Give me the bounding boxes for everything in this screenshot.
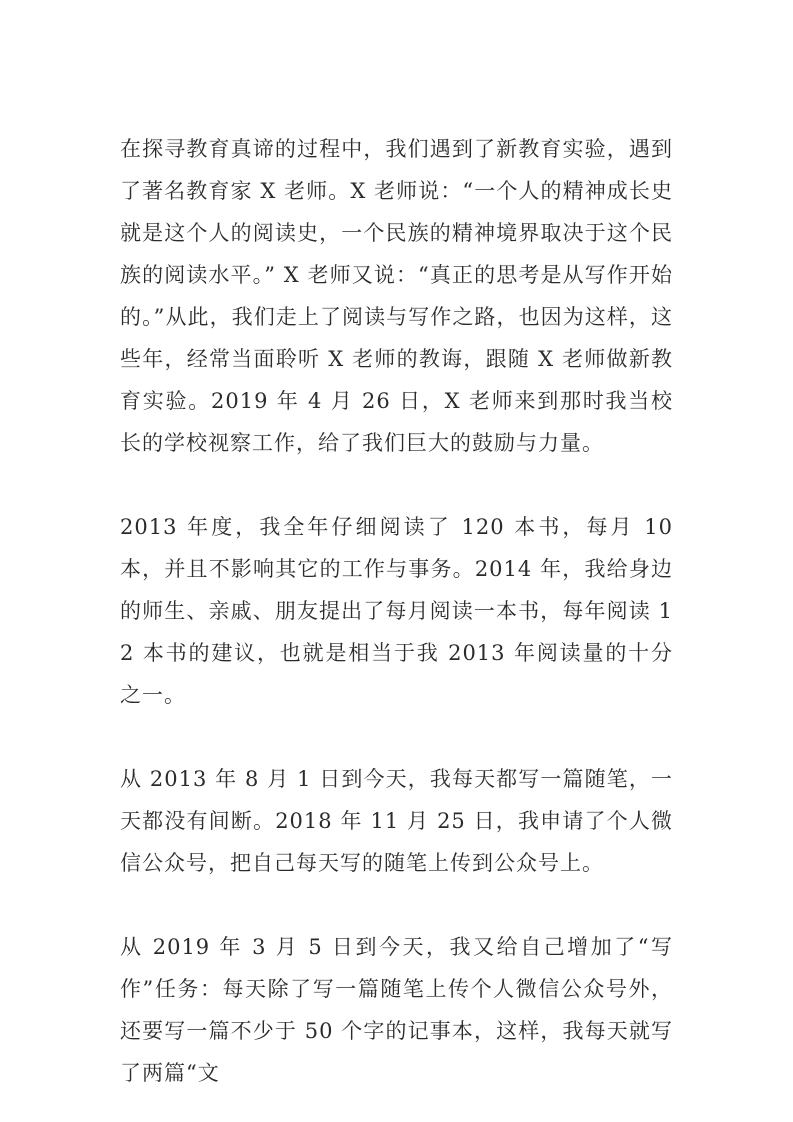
paragraph-4: 从 2019 年 3 月 5 日到今天，我又给自己增加了“写作”任务：每天除了写一篇随笔上传个人微信公众号外，还要写一篇不少于 50 个字的记事本，这样，我每天就写了两篇“文 [120,935,673,1085]
paragraph-2: 2013 年度，我全年仔细阅读了 120 本书，每月 10 本，并且不影响其它的工作与事务。2014 年，我给身边的师生、亲戚、朋友提出了每月阅读一本书，每年阅读 12 本书的建议，也就是相当于我 2013 年阅读量的十分之一。 [120,515,673,707]
paragraph-3: 从 2013 年 8 月 1 日到今天，我每天都写一篇随笔，一天都没有间断。2018 年 11 月 25 日，我申请了个人微信公众号，把自己每天写的随笔上传到公众号上。 [120,767,673,875]
paragraph-1: 在探寻教育真谛的过程中，我们遇到了新教育实验，遇到了著名教育家 X 老师。X 老师说：“一个人的精神成长史就是这个人的阅读史，一个民族的精神境界取决于这个民族的阅读水平。” X 老师又说：“真正的思考是从写作开始的。”从此，我们走上了阅读与写作之路，也因为这样，这些年，经常当面聆听 X 老师的教诲，跟随 X 老师做新教育实验。2019 年 4 月 26 日，X 老师来到那时我当校长的学校视察工作，给了我们巨大的鼓励与力量。 [120,137,673,455]
